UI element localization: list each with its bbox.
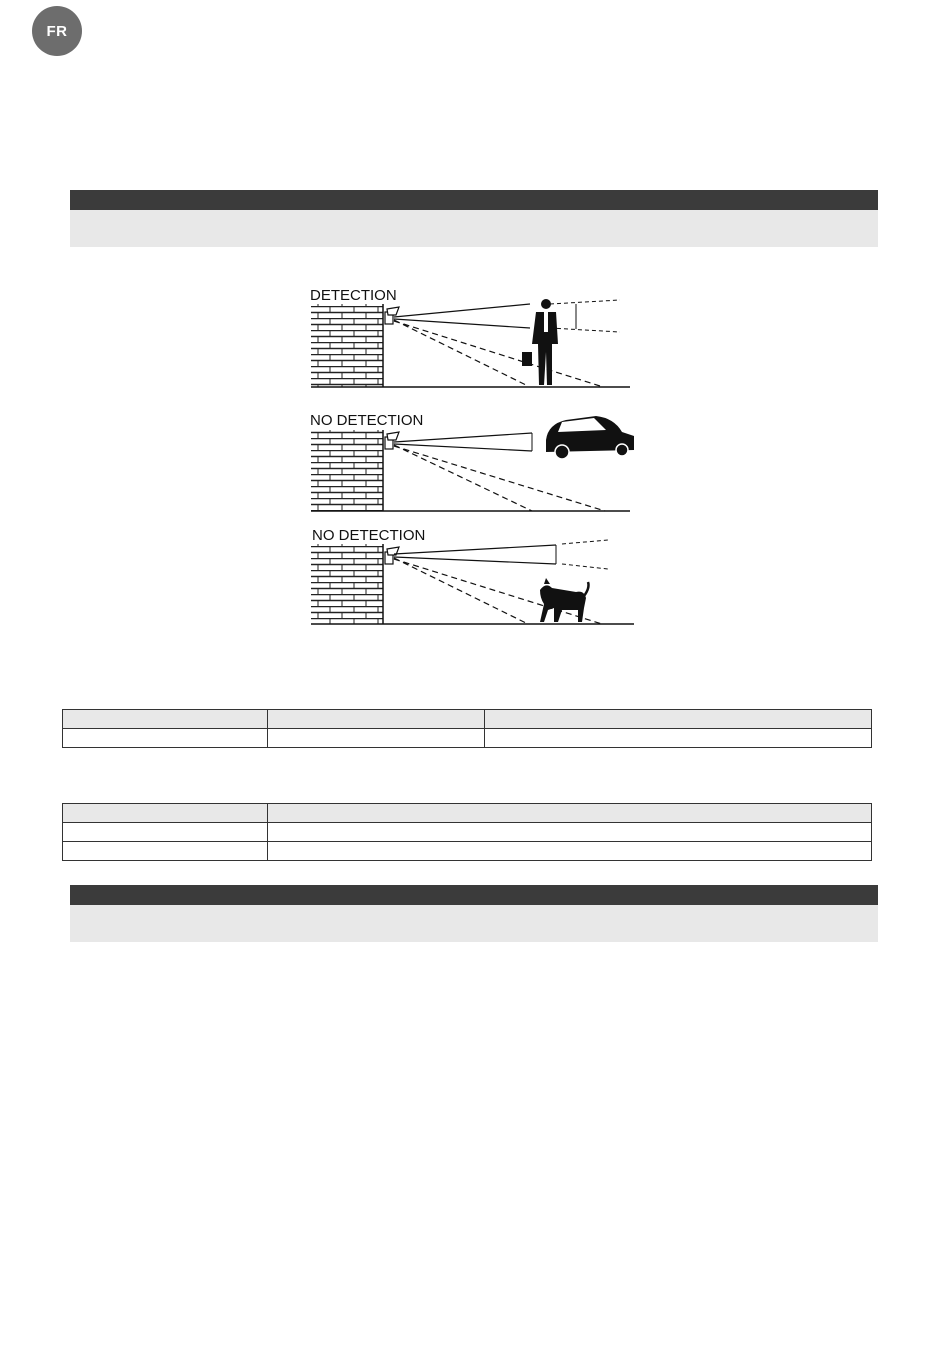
table-header-cell (485, 710, 872, 729)
motion-sensor-icon (385, 547, 399, 564)
table-header-cell (63, 710, 268, 729)
dog-icon (540, 578, 589, 622)
section-header-2 (70, 885, 878, 942)
detection-illustration (300, 282, 650, 632)
table-row (63, 729, 872, 748)
table-row (63, 823, 872, 842)
panel-no-detection-car (310, 412, 634, 511)
section-header-bar (70, 885, 878, 905)
brick-wall (311, 544, 383, 624)
section-header-band (70, 905, 878, 942)
table-cell (63, 842, 268, 861)
brick-wall (311, 430, 383, 511)
table-header-cell (268, 804, 872, 823)
table-cell (485, 729, 872, 748)
table-cell (63, 823, 268, 842)
table-header-cell (63, 804, 268, 823)
panel-label: DETECTION (310, 287, 397, 304)
section-header-band (70, 210, 878, 247)
table-header-cell (268, 710, 485, 729)
table-row (63, 842, 872, 861)
section-header-1 (70, 190, 878, 247)
panel-label: NO DETECTION (310, 412, 424, 429)
table-header-row (63, 710, 872, 729)
table-cell (268, 729, 485, 748)
language-badge: FR (32, 6, 82, 56)
spec-table-1 (62, 709, 872, 748)
walking-man-icon (522, 299, 558, 385)
car-icon (546, 416, 634, 459)
section-header-bar (70, 190, 878, 210)
panel-label: NO DETECTION (312, 527, 426, 544)
table-header-row (63, 804, 872, 823)
panel-no-detection-dog (311, 527, 634, 624)
table-cell (268, 842, 872, 861)
spec-table-2 (62, 803, 872, 861)
brick-wall (311, 304, 383, 387)
table-cell (268, 823, 872, 842)
panel-detection (310, 287, 630, 387)
table-cell (63, 729, 268, 748)
